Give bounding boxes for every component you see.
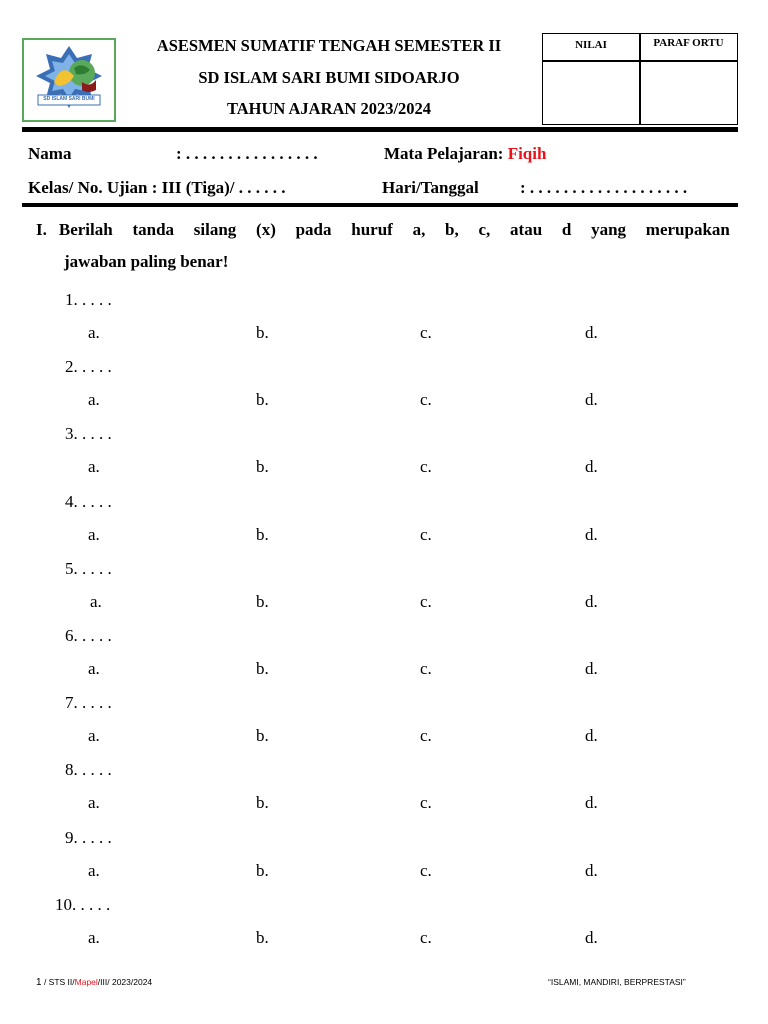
school-emblem-icon xyxy=(24,40,114,120)
question-number: 10. . . . . xyxy=(55,894,111,914)
instruction-word: merupakan xyxy=(645,220,730,239)
logo-text: SD ISLAM SARI BUMI xyxy=(43,96,95,102)
instruction-word: b, xyxy=(445,220,459,239)
instruction-word: a, xyxy=(412,220,426,239)
instruction-word: tanda xyxy=(132,220,175,239)
answer-option[interactable]: b. xyxy=(256,524,269,544)
answer-option[interactable]: d. xyxy=(585,659,598,678)
instruction-word: Berilah xyxy=(58,220,113,239)
school-logo xyxy=(22,38,116,122)
answer-option[interactable]: a. xyxy=(88,659,100,678)
answer-option[interactable]: d. xyxy=(585,860,598,880)
answer-option[interactable]: a. xyxy=(88,323,100,342)
school-name: SD ISLAM SARI BUMI SIDOARJO xyxy=(198,68,460,87)
nama-field[interactable]: : . . . . . . . . . . . . . . . . xyxy=(176,144,318,163)
answer-option[interactable]: b. xyxy=(256,860,269,880)
question-number: 6. . . . . xyxy=(65,626,112,645)
answer-option[interactable]: c. xyxy=(420,860,432,880)
hari-field[interactable]: : . . . . . . . . . . . . . . . . . . . xyxy=(520,178,688,197)
answer-option[interactable]: c. xyxy=(420,726,432,746)
instruction-word: atau xyxy=(510,220,543,239)
answer-option[interactable]: b. xyxy=(256,726,269,746)
answer-option[interactable]: b. xyxy=(256,457,269,477)
answer-option[interactable]: b. xyxy=(256,390,269,410)
question-number: 7. . . . . xyxy=(65,693,112,713)
academic-year: TAHUN AJARAN 2023/2024 xyxy=(226,99,432,118)
answer-option[interactable]: b. xyxy=(256,927,269,947)
instruction-word: c, xyxy=(478,220,491,239)
mata-pelajaran xyxy=(384,144,546,164)
footer-code xyxy=(36,977,152,988)
question-number: 5. . . . . xyxy=(65,558,112,578)
kelas-field[interactable]: Kelas/ No. Ujian : III (Tiga)/ . . . . . . xyxy=(28,178,286,197)
answer-option[interactable]: a. xyxy=(88,390,100,410)
question-number: 8. . . . . xyxy=(65,760,112,780)
answer-option[interactable]: d. xyxy=(585,927,598,947)
header-divider xyxy=(22,127,738,132)
answer-option[interactable]: c. xyxy=(420,524,432,544)
instruction-word: (x) xyxy=(256,220,276,239)
instruction-word: pada xyxy=(295,220,332,239)
answer-option[interactable]: a. xyxy=(90,591,102,611)
answer-option[interactable]: d. xyxy=(585,390,598,410)
nama-label: Nama xyxy=(28,144,72,163)
answer-option[interactable]: d. xyxy=(585,591,598,611)
instruction-word: d xyxy=(561,220,572,239)
question-number: 1. . . . . xyxy=(65,290,112,309)
answer-option[interactable]: c. xyxy=(420,793,432,813)
page-number: 1 xyxy=(36,977,42,988)
instruction-line-2: jawaban paling benar! xyxy=(64,252,229,271)
paraf-ortu-field[interactable] xyxy=(640,61,737,124)
section-number: I. xyxy=(36,220,47,239)
answer-option[interactable]: c. xyxy=(420,457,432,477)
question-number: 4. . . . . xyxy=(65,491,112,511)
question-number: 9. . . . . xyxy=(65,827,112,847)
answer-option[interactable]: d. xyxy=(585,323,598,342)
instruction-word: yang xyxy=(591,220,627,239)
answer-option[interactable]: a. xyxy=(88,726,100,746)
mapel-label: Mata Pelajaran: xyxy=(384,144,504,163)
hari-label: Hari/Tanggal xyxy=(382,178,479,197)
answer-option[interactable]: c. xyxy=(420,323,432,342)
code-suffix: /III/ 2023/2024 xyxy=(97,977,153,987)
answer-option[interactable]: a. xyxy=(88,793,100,813)
answer-option[interactable]: b. xyxy=(256,659,269,678)
answer-option[interactable]: a. xyxy=(88,457,100,477)
answer-option[interactable]: c. xyxy=(420,390,432,410)
answer-option[interactable]: c. xyxy=(420,659,432,678)
info-divider xyxy=(22,203,738,207)
code-prefix: / STS II/ xyxy=(43,977,75,987)
answer-option[interactable]: d. xyxy=(585,524,598,544)
exam-title: ASESMEN SUMATIF TENGAH SEMESTER II xyxy=(156,36,502,55)
footer-motto: “ISLAMI, MANDIRI, BERPRESTASI” xyxy=(548,977,686,987)
mapel-value: Fiqih xyxy=(507,144,547,163)
instruction-word: silang xyxy=(193,220,237,239)
answer-option[interactable]: d. xyxy=(585,457,598,477)
answer-option[interactable]: d. xyxy=(585,726,598,746)
answer-option[interactable]: c. xyxy=(420,927,432,947)
nilai-label: NILAI xyxy=(575,39,607,51)
answer-option[interactable]: b. xyxy=(256,793,269,813)
instruction-word: huruf xyxy=(351,220,393,239)
section-instructions xyxy=(36,220,730,272)
answer-option[interactable]: a. xyxy=(88,927,100,947)
answer-option[interactable]: d. xyxy=(585,793,598,813)
score-box xyxy=(542,33,738,125)
answer-option[interactable]: b. xyxy=(256,591,269,611)
code-mapel: Mapel xyxy=(74,977,98,987)
answer-option[interactable]: a. xyxy=(88,524,100,544)
nilai-field[interactable] xyxy=(543,61,639,124)
paraf-ortu-label: PARAF ORTU xyxy=(653,37,724,49)
question-number: 3. . . . . xyxy=(65,424,112,444)
question-number: 2. . . . . xyxy=(65,357,112,377)
answer-option[interactable]: b. xyxy=(256,323,269,342)
answer-option[interactable]: a. xyxy=(88,860,100,880)
answer-option[interactable]: c. xyxy=(420,591,432,611)
